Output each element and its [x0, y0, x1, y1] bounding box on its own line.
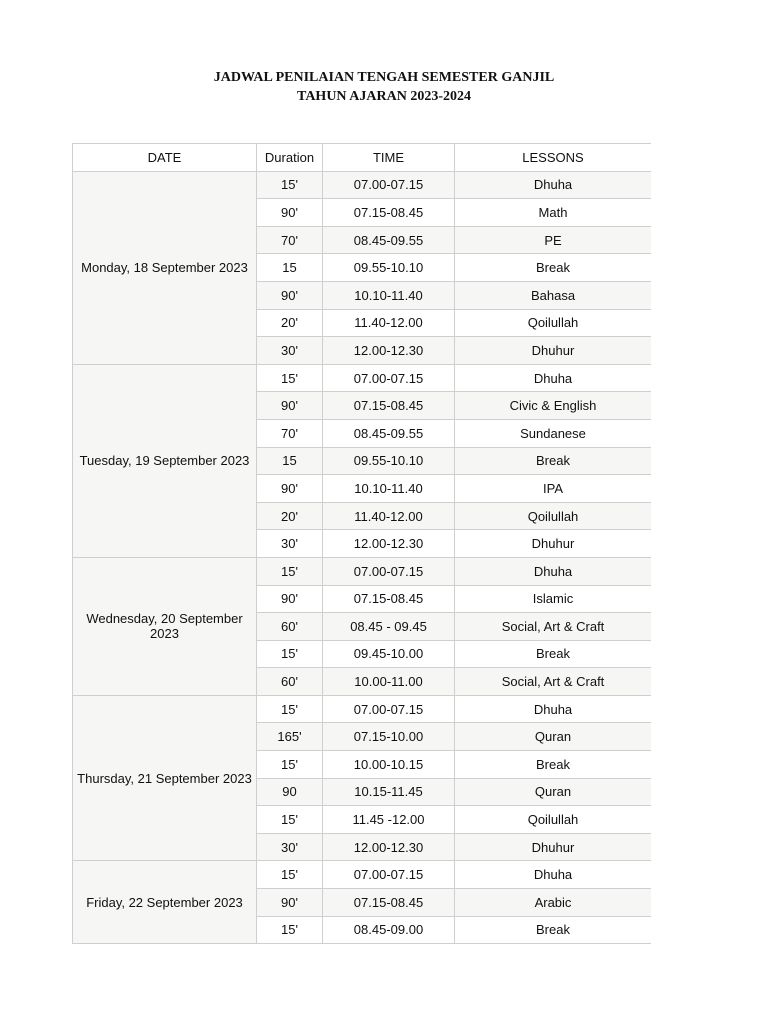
duration-cell: 15': [257, 557, 323, 585]
duration-cell: 30': [257, 530, 323, 558]
duration-cell: 15': [257, 861, 323, 889]
duration-cell: 20': [257, 309, 323, 337]
lesson-cell: Qoilullah: [455, 806, 652, 834]
lesson-cell: Civic & English: [455, 392, 652, 420]
time-cell: 07.15-08.45: [323, 585, 455, 613]
duration-cell: 60': [257, 668, 323, 696]
lesson-cell: Break: [455, 447, 652, 475]
time-cell: 10.15-11.45: [323, 778, 455, 806]
time-cell: 10.00-10.15: [323, 751, 455, 779]
schedule-table: [72, 143, 651, 944]
duration-cell: 15': [257, 806, 323, 834]
lesson-cell: Dhuha: [455, 364, 652, 392]
time-cell: 10.00-11.00: [323, 668, 455, 696]
lesson-cell: Dhuhur: [455, 530, 652, 558]
lesson-cell: Dhuha: [455, 171, 652, 199]
time-cell: 07.00-07.15: [323, 695, 455, 723]
lesson-cell: Qoilullah: [455, 502, 652, 530]
time-cell: 07.00-07.15: [323, 861, 455, 889]
time-cell: 11.40-12.00: [323, 502, 455, 530]
title-line-1: JADWAL PENILAIAN TENGAH SEMESTER GANJIL: [213, 70, 555, 85]
lesson-cell: Dhuhur: [455, 833, 652, 861]
lesson-cell: Break: [455, 254, 652, 282]
time-cell: 10.10-11.40: [323, 475, 455, 503]
time-cell: 07.15-08.45: [323, 199, 455, 227]
duration-cell: 15': [257, 640, 323, 668]
duration-cell: 30': [257, 833, 323, 861]
time-cell: 11.40-12.00: [323, 309, 455, 337]
lesson-cell: Islamic: [455, 585, 652, 613]
time-cell: 08.45-09.55: [323, 226, 455, 254]
lesson-cell: Quran: [455, 723, 652, 751]
time-cell: 09.55-10.10: [323, 254, 455, 282]
document-title: [0, 68, 768, 106]
time-cell: 09.55-10.10: [323, 447, 455, 475]
lesson-cell: Qoilullah: [455, 309, 652, 337]
table-header-row: [73, 144, 652, 172]
lesson-cell: Social, Art & Craft: [455, 668, 652, 696]
date-cell: Friday, 22 September 2023: [73, 861, 257, 944]
schedule-table-wrapper: [72, 143, 651, 945]
lesson-cell: Break: [455, 751, 652, 779]
lesson-cell: PE: [455, 226, 652, 254]
table-row: [73, 861, 652, 889]
header-duration: Duration: [257, 144, 323, 172]
duration-cell: 15': [257, 916, 323, 944]
lesson-cell: Dhuhur: [455, 337, 652, 365]
duration-cell: 15': [257, 751, 323, 779]
title-line-2: TAHUN AJARAN 2023-2024: [297, 89, 471, 104]
table-row: [73, 364, 652, 392]
lesson-cell: Social, Art & Craft: [455, 613, 652, 641]
duration-cell: 90': [257, 889, 323, 917]
time-cell: 07.15-08.45: [323, 889, 455, 917]
date-cell: Wednesday, 20 September 2023: [73, 557, 257, 695]
duration-cell: 30': [257, 337, 323, 365]
time-cell: 12.00-12.30: [323, 337, 455, 365]
duration-cell: 70': [257, 419, 323, 447]
time-cell: 07.15-10.00: [323, 723, 455, 751]
duration-cell: 90': [257, 392, 323, 420]
header-lessons: LESSONS: [455, 144, 652, 172]
lesson-cell: IPA: [455, 475, 652, 503]
time-cell: 08.45-09.00: [323, 916, 455, 944]
lesson-cell: Dhuha: [455, 861, 652, 889]
date-cell: Thursday, 21 September 2023: [73, 695, 257, 861]
lesson-cell: Bahasa: [455, 281, 652, 309]
duration-cell: 15': [257, 171, 323, 199]
time-cell: 07.15-08.45: [323, 392, 455, 420]
time-cell: 07.00-07.15: [323, 364, 455, 392]
lesson-cell: Break: [455, 916, 652, 944]
duration-cell: 15: [257, 254, 323, 282]
duration-cell: 70': [257, 226, 323, 254]
lesson-cell: Quran: [455, 778, 652, 806]
lesson-cell: Sundanese: [455, 419, 652, 447]
duration-cell: 15': [257, 364, 323, 392]
duration-cell: 90': [257, 585, 323, 613]
time-cell: 07.00-07.15: [323, 171, 455, 199]
duration-cell: 90': [257, 475, 323, 503]
lesson-cell: Dhuha: [455, 695, 652, 723]
table-row: [73, 557, 652, 585]
lesson-cell: Dhuha: [455, 557, 652, 585]
header-date: DATE: [73, 144, 257, 172]
duration-cell: 90: [257, 778, 323, 806]
time-cell: 10.10-11.40: [323, 281, 455, 309]
date-cell: Monday, 18 September 2023: [73, 171, 257, 364]
time-cell: 12.00-12.30: [323, 530, 455, 558]
time-cell: 08.45 - 09.45: [323, 613, 455, 641]
duration-cell: 165': [257, 723, 323, 751]
duration-cell: 15: [257, 447, 323, 475]
table-body: [73, 171, 652, 944]
date-cell: Tuesday, 19 September 2023: [73, 364, 257, 557]
lesson-cell: Arabic: [455, 889, 652, 917]
duration-cell: 90': [257, 281, 323, 309]
table-row: [73, 695, 652, 723]
duration-cell: 15': [257, 695, 323, 723]
lesson-cell: Break: [455, 640, 652, 668]
duration-cell: 20': [257, 502, 323, 530]
time-cell: 07.00-07.15: [323, 557, 455, 585]
duration-cell: 90': [257, 199, 323, 227]
header-time: TIME: [323, 144, 455, 172]
table-row: [73, 171, 652, 199]
time-cell: 12.00-12.30: [323, 833, 455, 861]
time-cell: 08.45-09.55: [323, 419, 455, 447]
time-cell: 11.45 -12.00: [323, 806, 455, 834]
duration-cell: 60': [257, 613, 323, 641]
time-cell: 09.45-10.00: [323, 640, 455, 668]
lesson-cell: Math: [455, 199, 652, 227]
